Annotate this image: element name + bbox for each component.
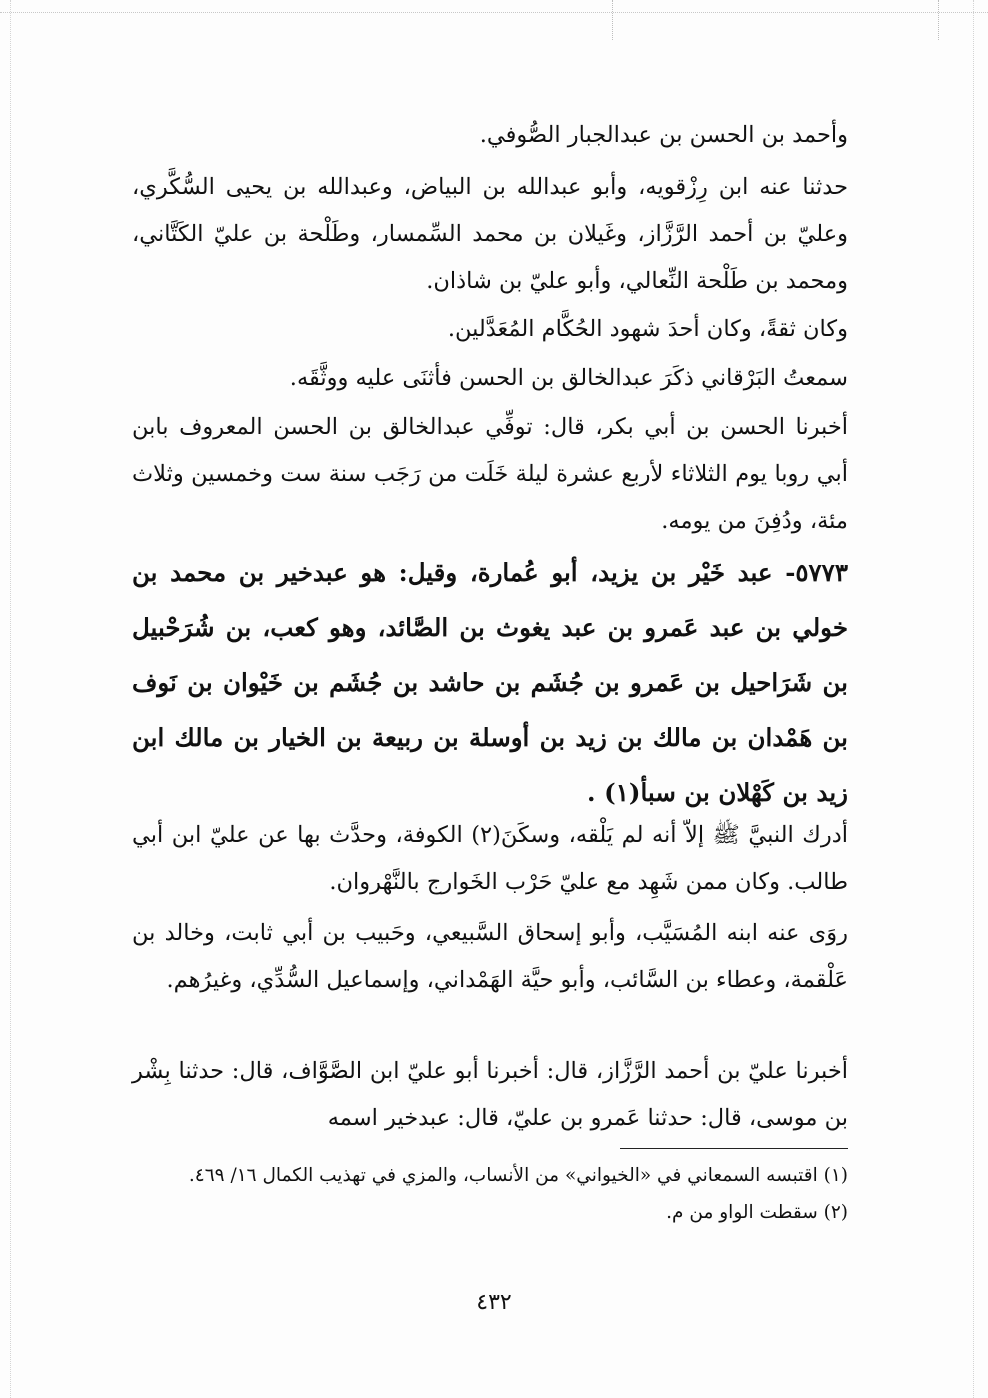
- paragraph-biography: أدرك النبيَّ ﷺ إلاّ أنه لم يَلْقه، وسكَنَ(٢) الكوفة، وحدَّث بها عن عليّ ابن أبي طالب. وكان ممن شَهِد مع عليّ حَرْب الخَوارج بالنَّهْروان.: [132, 822, 848, 895]
- footnote-separator: [620, 1148, 848, 1149]
- scan-tick-mark: [938, 0, 939, 40]
- paragraph-barqani: سمعتُ البَرْقاني ذكَرَ عبدالخالق بن الحسن فأثنَى عليه ووثَّقَه.: [289, 365, 848, 391]
- page-number: ٤٣٢: [476, 1290, 512, 1315]
- scan-border-right: [973, 0, 974, 1398]
- scan-tick-mark: [612, 0, 613, 40]
- scan-border-left: [10, 0, 11, 1398]
- paragraph-transmitters: روَى عنه ابنه المُسَيَّب، وأبو إسحاق السَّبيعي، وحَبيب بن أبي ثابت، وخالد بن عَلْقمة، وعطاء بن السَّائب، وأبو حيَّة الهَمْداني، وإسماعيل السُّدِّي، وغيرُهم.: [132, 920, 848, 993]
- footnote-1: (١) اقتبسه السمعاني في «الخيواني» من الأنساب، والمزي في تهذيب الكمال ١٦/ ٤٦٩.: [188, 1165, 848, 1186]
- paragraph-death-report: أخبرنا الحسن بن أبي بكر، قال: توفِّي عبدالخالق بن الحسن المعروف بابن أبي روبا يوم الثلاثاء لأربع عشرة ليلة خَلَت من رَجَب سنة ست وخمسين وثلاث مئة، ودُفِنَ من يومه.: [132, 414, 848, 534]
- paragraph-isnad: أخبرنا عليّ بن أحمد الرَّزَّاز، قال: أخبرنا أبو عليّ ابن الصَّوَّاف، قال: حدثنا بِشْر بن موسى، قال: حدثنا عَمرو بن عليّ، قال: عبدخير اسمه: [132, 1058, 848, 1131]
- paragraph-intro-name: وأحمد بن الحسن بن عبدالجبار الصُّوفي.: [479, 122, 848, 148]
- scan-border-top: [0, 12, 988, 13]
- entry-heading-5773: ٥٧٧٣- عبد خَيْر بن يزيد، أبو عُمارة، وقيل: هو عبدخير بن محمد بن خولي بن عبد عَمرو بن عبد يغوث بن الصَّائد، وهو كعب، بن شُرَحْبيل بن شَرَاحيل بن عَمرو بن جُشَم بن حاشد بن جُشَم بن خَيْوان بن نَوف بن هَمْدان بن مالك بن زيد بن أوسلة بن ربيعة بن الخيار بن مالك ابن زيد بن كَهْلان بن سبأ(١) .: [132, 558, 848, 807]
- paragraph-reliability: وكان ثقةً، وكان أحدَ شهود الحُكَّام المُعَدَّلين.: [447, 316, 848, 342]
- paragraph-narrators: حدثنا عنه ابن رِزْقويه، وأبو عبدالله بن البياض، وعبدالله بن يحيى السُّكَّري، وعليّ بن أحمد الرَّزَّاز، وغَيلان بن محمد السِّمسار، وطَلْحة بن عليّ الكَتَّاني، ومحمد بن طَلْحة النِّعالي، وأبو عليّ بن شاذان.: [132, 174, 848, 294]
- footnote-2: (٢) سقطت الواو من م.: [666, 1202, 848, 1223]
